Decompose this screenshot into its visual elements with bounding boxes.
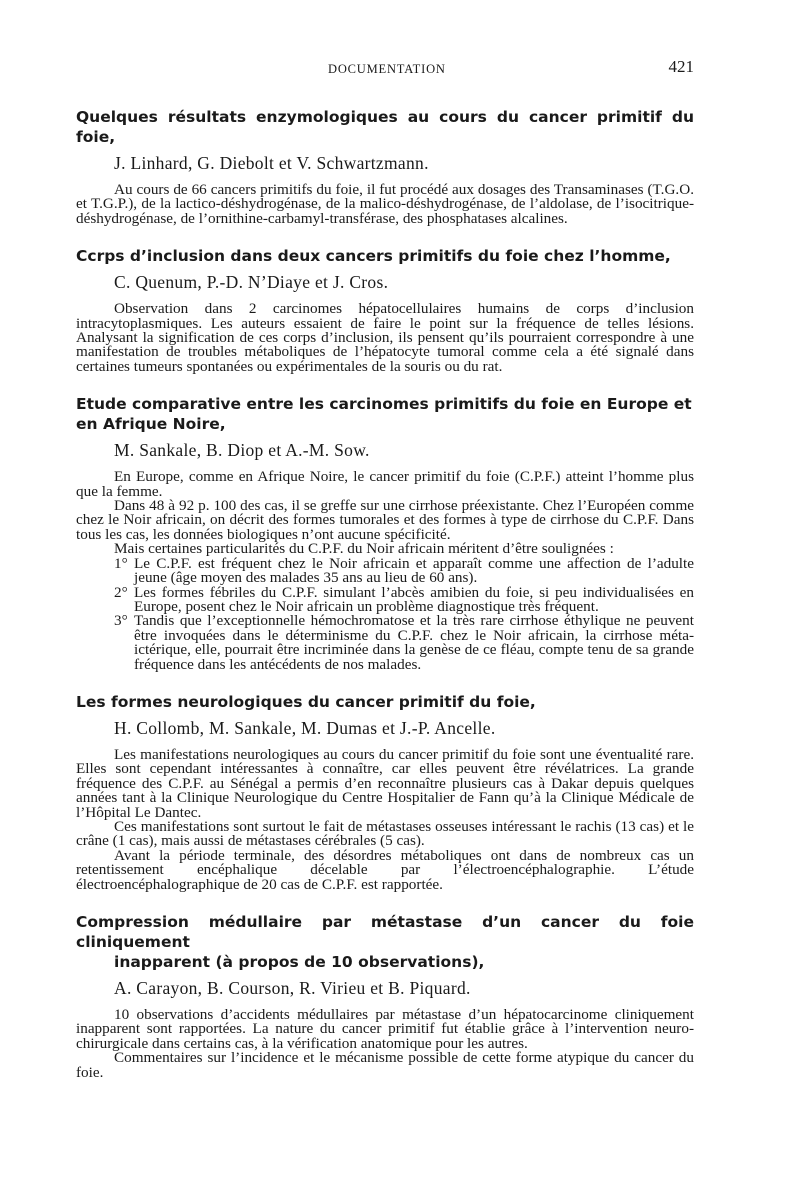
article-title-line: Etude comparative entre les carcinomes primitifs du foie en Europe et (76, 395, 692, 414)
article-abstract (76, 745, 694, 893)
item-number: 3° (114, 612, 128, 630)
article-abstract (76, 1008, 694, 1080)
item-number: 2° (114, 583, 128, 601)
abstract-paragraph: Commentaires sur l’incidence et le mécanisme possible de cette forme atypique du cancer du foie. (76, 1049, 694, 1081)
article-comparative-study (76, 394, 694, 672)
abstract-paragraph: Avant la période terminale, des désordres métaboliques ont dans de nombreux cas un retentissement encéphalique décelable par l’électroencéphalographie. L’étude électroencéphalographique de 20 cas de C.P.F. est rapportée. (76, 846, 694, 893)
abstract-paragraph: Dans 48 à 92 p. 100 des cas, il se greffe sur une cirrhose préexistante. Chez l’Européen comme chez le Noir africain, on décrit des formes tumorales et des formes à type de cirrhose du C.P.F. Dans tous les cas, les données biologiques n’ont aucune spécificité. (76, 497, 694, 543)
running-header (76, 55, 694, 85)
abstract-paragraph: 10 observations d’accidents médullaires par métastase d’un hépatocarcinome cliniquement inapparent sont rapportées. La nature du cancer primitif fut établie grâce à l’intervention neuro-chirurgicale dans certains cas, à la vérification anatomique pour les autres. (76, 1006, 694, 1052)
article-authors: C. Quenum, P.-D. N’Diaye et J. Cros. (114, 272, 389, 293)
item-text: Tandis que l’exceptionnelle hémochromatose et la très rare cirrhose éthylique ne peuvent être invoquées dans le déterminisme du C.P.F. chez le Noir africain, la cirrhose méta-ictérique, elle, pourrait être incriminée dans la genèse de ce fléau, compte tenu de sa grande fréquence dans les antécédents de nos malades. (134, 612, 694, 673)
abstract-paragraph: Les manifestations neurologiques au cours du cancer primitif du foie sont une éventualité rare. Elles sont cependant intéressantes à connaître, car elles peuvent être révélatrices. La grande fréquence des C.P.F. au Sénégal a permis d’en reconnaître plusieurs cas à Dakar depuis quelques années tant à la Clinique Neurologique du Centre Hospitalier de Fann qu’à la Clinique Médicale de l’Hôpital Le Dantec. (76, 745, 694, 821)
article-authors: M. Sankale, B. Diop et A.-M. Sow. (114, 440, 370, 461)
numbered-item (76, 554, 694, 587)
article-title: Ccrps d’inclusion dans deux cancers primitifs du foie chez l’homme, (76, 247, 671, 266)
abstract-paragraph: Mais certaines particularités du C.P.F. du Noir africain méritent d’être soulignées : (114, 540, 614, 558)
article-title: Quelques résultats enzymologiques au cours du cancer primitif du foie, (76, 108, 694, 146)
article-title-line: inapparent (à propos de 10 observations), (114, 953, 485, 971)
abstract-paragraph: Observation dans 2 carcinomes hépatocellulaires humains de corps d’inclusion intracytoplasmiques. Les auteurs essaient de faire le point sur la fréquence de telles lésions. Analysant la signification de ces corps d’inclusion, ils pensent qu’ils pourraient correspondre à une manifestation de troubles métaboliques de l’hépatocyte tumoral comme cela a été signalé dans certaines tumeurs spontanées ou expérimentales de la souris ou du rat. (76, 300, 694, 375)
article-spinal-compression (76, 912, 694, 1080)
article-neurological-forms (76, 692, 694, 892)
numbered-item (76, 583, 694, 615)
article-title-line: en Afrique Noire, (76, 415, 226, 434)
article-abstract (76, 302, 694, 374)
article-abstract (76, 183, 694, 226)
article-authors: J. Linhard, G. Diebolt et V. Schwartzmann. (114, 153, 429, 173)
item-text: Le C.P.F. est fréquent chez le Noir africain et apparaît comme une affection de l’adulte jeune (âge moyen des malades 35 ans au lieu de 60 ans). (134, 554, 694, 587)
article-abstract (76, 470, 694, 672)
article-inclusion-bodies (76, 246, 694, 374)
running-title: DOCUMENTATION (328, 62, 446, 76)
article-title-line: Compression médullaire par métastase d’un cancer du foie cliniquement (76, 913, 694, 951)
article-title (76, 394, 694, 434)
abstract-paragraph: Au cours de 66 cancers primitifs du foie, il fut procédé aux dosages des Transaminases (T.G.O. et T.G.P.), de la lactico-déshydrogénase, de la malico-déshydrogénase, de l’aldolase, de l’isocitrique-déshydrogénase, de l’ornithine-carbamyl-transférase, des phosphatases alcalines. (76, 181, 694, 227)
page-number: 421 (668, 57, 694, 76)
journal-page (76, 55, 694, 1080)
item-number: 1° (114, 554, 128, 572)
abstract-paragraph: Ces manifestations sont surtout le fait de métastases osseuses intéressant le rachis (13 cas) et le crâne (1 cas), mais aussi de métastases cérébrales (5 cas). (76, 817, 694, 850)
article-enzymology (76, 107, 694, 226)
numbered-item (76, 614, 694, 672)
article-title (76, 912, 694, 972)
article-title: Les formes neurologiques du cancer primitif du foie, (76, 692, 536, 711)
article-authors: H. Collomb, M. Sankale, M. Dumas et J.-P. Ancelle. (114, 717, 496, 738)
abstract-paragraph: En Europe, comme en Afrique Noire, le cancer primitif du foie (C.P.F.) atteint l’homme plus que la femme. (76, 468, 694, 500)
item-text: Les formes fébriles du C.P.F. simulant l’abcès amibien du foie, si peu individualisées en Europe, posent chez le Noir africain un problème diagnostique très fréquent. (134, 583, 694, 615)
article-authors: A. Carayon, B. Courson, R. Virieu et B. Piquard. (114, 978, 471, 998)
